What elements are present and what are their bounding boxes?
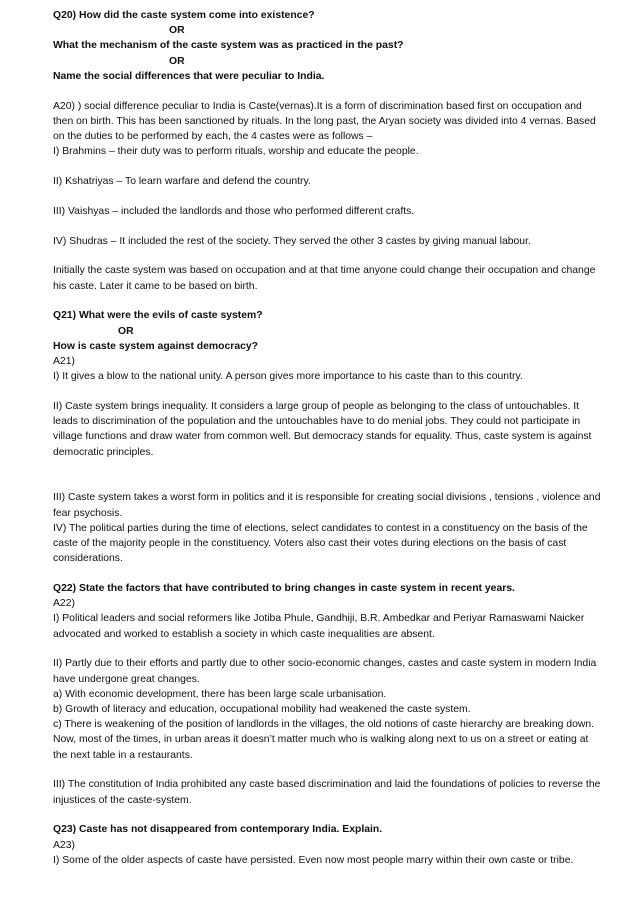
q22-answer-point-2b: b) Growth of literacy and education, occupational mobility had weakened the caste system. bbox=[53, 704, 471, 716]
q21-question: Q21) What were the evils of caste system? bbox=[53, 310, 263, 322]
q21-answer-point-3: III) Caste system takes a worst form in politics and it is responsible for creating social divisions , tensions , violence and fear psychosis. bbox=[53, 492, 601, 519]
q23-answer-label: A23) bbox=[53, 839, 75, 851]
q22-answer-label: A22) bbox=[53, 598, 75, 610]
q21-answer-label: A21) bbox=[53, 356, 75, 368]
q22-answer-point-2c: c) There is weakening of the position of landlords in the villages, the old notions of caste hierarchy are breaking down. bbox=[53, 719, 595, 731]
q21-section bbox=[53, 308, 601, 581]
q20-answer-point-1: I) Brahmins – their duty was to perform rituals, worship and educate the people. bbox=[53, 146, 419, 158]
q23-section bbox=[53, 822, 601, 868]
q23-answer-point-1: I) Some of the older aspects of caste have persisted. Even now most people marry within their own caste or tribe. bbox=[53, 854, 574, 866]
q22-answer-point-1: I) Political leaders and social reformers like Jotiba Phule, Gandhiji, B.R. Ambedkar and Periyar Ramaswami Naicker advocated and worked to establish a society in which caste inequalities are absent. bbox=[53, 613, 585, 640]
q22-answer-note: Now, most of the times, in urban areas it doesn’t matter much who is walking along next to us on a street or eating at the next table in a restaurants. bbox=[53, 734, 589, 761]
or-separator: OR bbox=[169, 25, 185, 37]
q23-question: Q23) Caste has not disappeared from contemporary India. Explain. bbox=[53, 824, 383, 836]
q20-answer-point-2: II) Kshatriyas – To learn warfare and defend the country. bbox=[53, 176, 311, 188]
q20-question: Q20) How did the caste system come into existence? bbox=[53, 10, 315, 21]
q22-answer-point-3: III) The constitution of India prohibited any caste based discrimination and laid the foundations of policies to reverse the injustices of the caste-system. bbox=[53, 779, 601, 806]
q20-alt-question-2: Name the social differences that were peculiar to India. bbox=[53, 70, 325, 82]
q22-section bbox=[53, 581, 601, 822]
q20-answer-conclusion: Initially the caste system was based on occupation and at that time anyone could change their occupation and change his caste. Later it came to be based on birth. bbox=[53, 265, 596, 292]
q21-alt-question: How is caste system against democracy? bbox=[53, 340, 259, 352]
q22-question: Q22) State the factors that have contributed to bring changes in caste system in recent years. bbox=[53, 583, 515, 595]
document-content bbox=[53, 8, 601, 868]
q21-answer-point-2: II) Caste system brings inequality. It considers a large group of people as belonging to the class of untouchables. It leads to discrimination of the population and the untouchables have to do menial jobs. They could not participate in village functions and draw water from common well. But democracy stands for equality. Thus, caste system is against democratic principles. bbox=[53, 401, 592, 458]
q21-answer-point-1: I) It gives a blow to the national unity. A person gives more importance to his caste than to this country. bbox=[53, 371, 523, 383]
or-separator: OR bbox=[118, 325, 134, 337]
q22-answer-point-2a: a) With economic development, there has been large scale urbanisation. bbox=[53, 688, 387, 700]
q20-answer-intro: A20) ) social difference peculiar to India is Caste(vernas).It is a form of discrimination based first on occupation and then on birth. This has been sanctioned by rituals. In the long past, the Aryan society was divided into 4 vernas. Based on the duties to be performed by each, the 4 castes were as follows – bbox=[53, 100, 596, 143]
q20-alt-question-1: What the mechanism of the caste system was as practiced in the past? bbox=[53, 40, 404, 52]
q20-section bbox=[53, 8, 601, 308]
q22-answer-point-2: II) Partly due to their efforts and partly due to other socio-economic changes, castes and caste system in modern India have undergone great changes. bbox=[53, 658, 597, 685]
q21-answer-point-4: IV) The political parties during the time of elections, select candidates to contest in a constituency on the basis of the caste of the majority people in the constituency. Voters also cast their votes during elections on the basis of cast considerations. bbox=[53, 522, 588, 565]
q20-answer-point-4: IV) Shudras – It included the rest of the society. They served the other 3 castes by giving manual labour. bbox=[53, 235, 531, 247]
q20-answer-point-3: III) Vaishyas – included the landlords and those who performed different crafts. bbox=[53, 205, 415, 217]
or-separator: OR bbox=[169, 55, 185, 67]
